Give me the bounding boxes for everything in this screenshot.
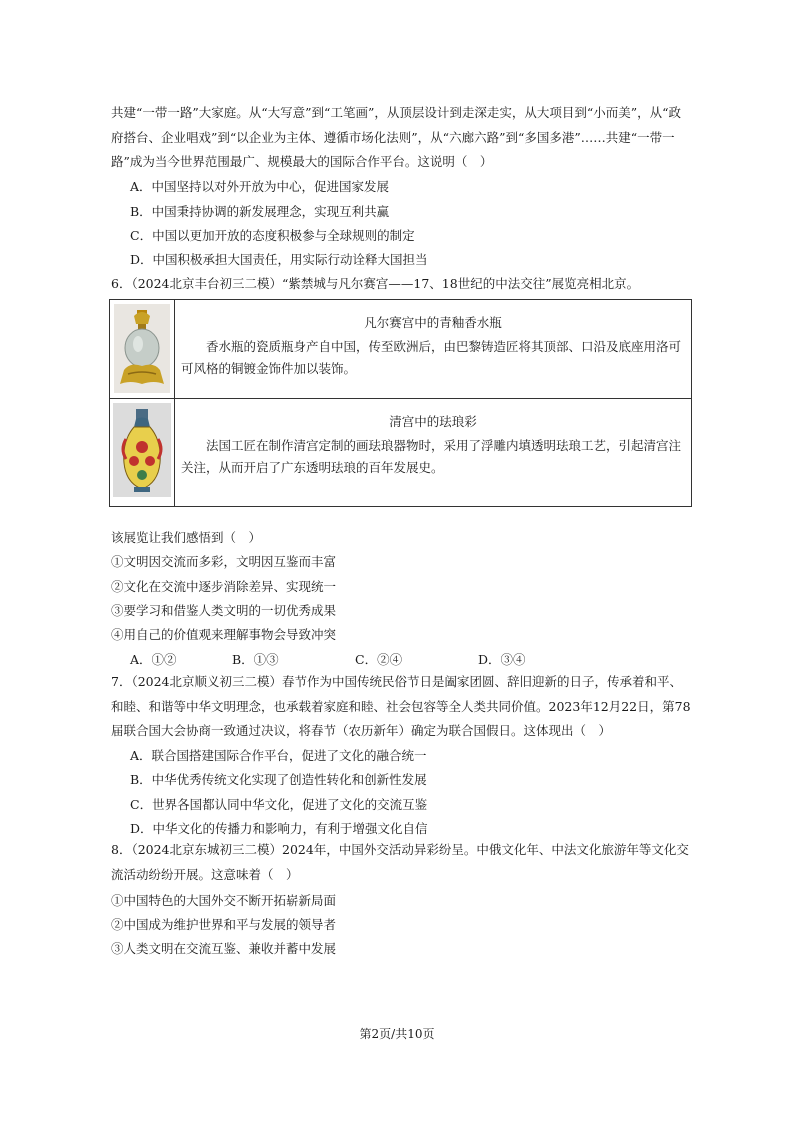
q6-head: 6．（2024北京丰台初三二模）“紫禁城与凡尔赛宫——17、18世纪的中法交往”展览亮相北京。 bbox=[111, 276, 640, 291]
q8-statement-3: ③人类文明在交流互鉴、兼收并蓄中发展 bbox=[111, 941, 337, 956]
enamel-vase-image bbox=[110, 399, 174, 505]
q8-stem: 8．（2024北京东城初三二模）2024年，中国外交活动异彩纷呈。中俄文化年、中法文化旅游年等文化交流活动纷纷开展。这意味着（ ） bbox=[111, 842, 689, 882]
q6-choice-d: D．③④ bbox=[478, 652, 526, 667]
exhibit-body-perfume-bottle: 香水瓶的瓷质瓶身产自中国，传至欧洲后，由巴黎铸造匠将其顶部、口沿及底座用洛可可风格的铜镀金饰件加以装饰。 bbox=[181, 339, 682, 376]
q5-option-b: B．中国秉持协调的新发展理念，实现互利共赢 bbox=[130, 204, 390, 219]
q8-statement-2: ②中国成为维护世界和平与发展的领导者 bbox=[111, 917, 337, 932]
q6-choice-b: B．①③ bbox=[232, 652, 279, 667]
exhibit-text-cell bbox=[175, 300, 692, 399]
q7-option-d: D．中华文化的传播力和影响力，有利于增强文化自信 bbox=[130, 821, 428, 836]
q7-option-c: C．世界各国都认同中华文化，促进了文化的交流互鉴 bbox=[130, 797, 428, 812]
exhibit-text-cell bbox=[175, 399, 692, 507]
exhibit-body-enamel: 法国工匠在制作清宫定制的画珐琅器物时，采用了浮雕内填透明珐琅工艺，引起清宫注关注，从而开启了广东透明珐琅的百年发展史。 bbox=[181, 438, 682, 475]
q6-statement-1: ①文明因交流而多彩，文明因互鉴而丰富 bbox=[111, 554, 337, 569]
q5-option-c: C．中国以更加开放的态度积极参与全球规则的制定 bbox=[130, 228, 415, 243]
q6-choice-a: A．①② bbox=[130, 652, 177, 667]
exhibit-table bbox=[109, 299, 692, 507]
q5-option-a: A．中国坚持以对外开放为中心，促进国家发展 bbox=[130, 179, 390, 194]
q6-choice-c: C．②④ bbox=[355, 652, 403, 667]
q8-statement-1: ①中国特色的大国外交不断开拓崭新局面 bbox=[111, 893, 337, 908]
page-number: 第2页/共10页 bbox=[359, 1027, 435, 1041]
exhibit-row-enamel bbox=[110, 399, 692, 507]
q7-option-a: A．联合国搭建国际合作平台，促进了文化的融合统一 bbox=[130, 748, 427, 763]
q5-option-d: D．中国积极承担大国责任，用实际行动诠释大国担当 bbox=[130, 252, 428, 267]
q6-question: 该展览让我们感悟到（ ） bbox=[111, 530, 262, 545]
exhibit-image-cell bbox=[110, 300, 175, 399]
exhibit-title-enamel: 清宫中的珐琅彩 bbox=[389, 414, 477, 429]
q6-statement-4: ④用自己的价值观来理解事物会导致冲突 bbox=[111, 627, 337, 642]
perfume-bottle-image bbox=[110, 300, 174, 397]
exhibit-row-perfume-bottle bbox=[110, 300, 692, 399]
q6-statement-3: ③要学习和借鉴人类文明的一切优秀成果 bbox=[111, 603, 337, 618]
q7-option-b: B．中华优秀传统文化实现了创造性转化和创新性发展 bbox=[130, 772, 427, 787]
exhibit-title-perfume-bottle: 凡尔赛宫中的青釉香水瓶 bbox=[364, 315, 502, 330]
q7-stem: 7．（2024北京顺义初三二模）春节作为中国传统民俗节日是阖家团圆、辞旧迎新的日子，传承着和平、和睦、和谐等中华文明理念，也承载着家庭和睦、社会包容等全人类共同价值。2023年12月22日，第78届联合国大会协商一致通过决议，将春节（农历新年）确定为联合国假日。这体现出（ ） bbox=[111, 674, 691, 738]
exhibit-image-cell bbox=[110, 399, 175, 507]
q5-stem: 共建“一带一路”大家庭。从“大写意”到“工笔画”，从顶层设计到走深走实，从大项目到“小而美”，从“政府搭台、企业唱戏”到“以企业为主体、遵循市场化法则”，从“六廊六路”到“多国多港”……共建“一带一路”成为当今世界范围最广、规模最大的国际合作平台。这说明（ ） bbox=[111, 105, 682, 169]
q6-statement-2: ②文化在交流中逐步消除差异、实现统一 bbox=[111, 579, 337, 594]
